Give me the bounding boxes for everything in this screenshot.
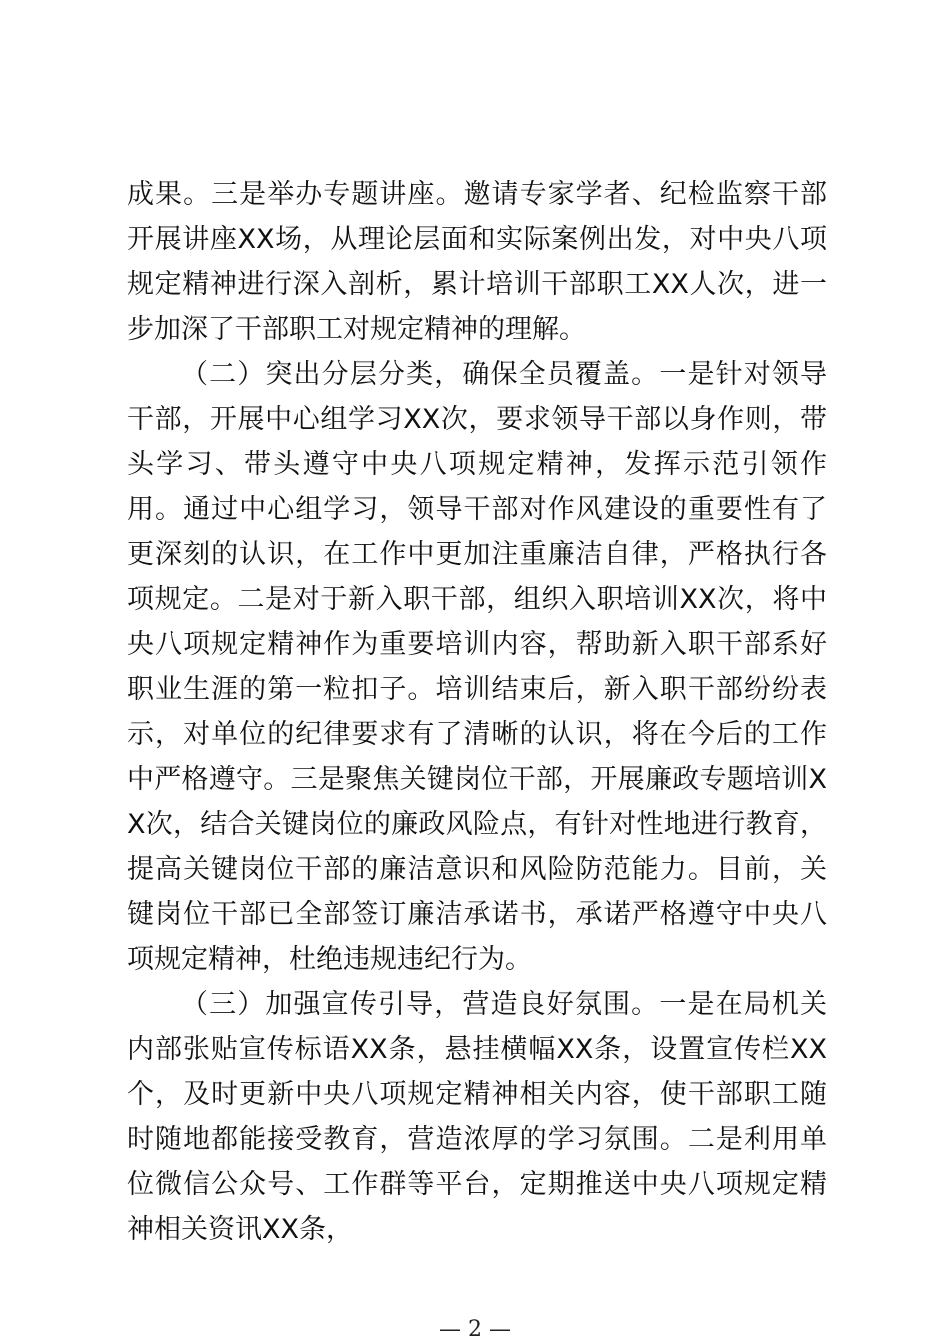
page-number: — 2 —: [439, 1317, 511, 1342]
paragraph-section-2: （二）突出分层分类，确保全员覆盖。一是针对领导干部，开展中心组学习XX次，要求领导干部以身作则，带头学习、带头遵守中央八项规定精神，发挥示范引领作用。通过中心组学习，领导干部对作风建设的重要性有了更深刻的认识，在工作中更加注重廉洁自律，严格执行各项规定。二是对于新入职干部，组织入职培训XX次，将中央八项规定精神作为重要培训内容，帮助新入职干部系好职业生涯的第一粒扣子。培训结束后，新入职干部纷纷表示，对单位的纪律要求有了清晰的认识，将在今后的工作中严格遵守。三是聚焦关键岗位干部，开展廉政专题培训XX次，结合关键岗位的廉政风险点，有针对性地进行教育，提高关键岗位干部的廉洁意识和风险防范能力。目前，关键岗位干部已全部签订廉洁承诺书，承诺严格遵守中央八项规定精神，杜绝违规违纪行为。: [127, 359, 827, 975]
body-text: [127, 172, 827, 1252]
paragraph-continued: 成果。三是举办专题讲座。邀请专家学者、纪检监察干部开展讲座XX场，从理论层面和实际案例出发，对中央八项规定精神进行深入剖析，累计培训干部职工XX人次，进一步加深了干部职工对规定精神的理解。: [127, 179, 827, 345]
paragraph-section-3: （三）加强宣传引导，营造良好氛围。一是在局机关内部张贴宣传标语XX条，悬挂横幅XX条，设置宣传栏XX个，及时更新中央八项规定精神相关内容，使干部职工随时随地都能接受教育，营造浓厚的学习氛围。二是利用单位微信公众号、工作群等平台，定期推送中央八项规定精神相关资讯XX条，: [127, 989, 827, 1245]
